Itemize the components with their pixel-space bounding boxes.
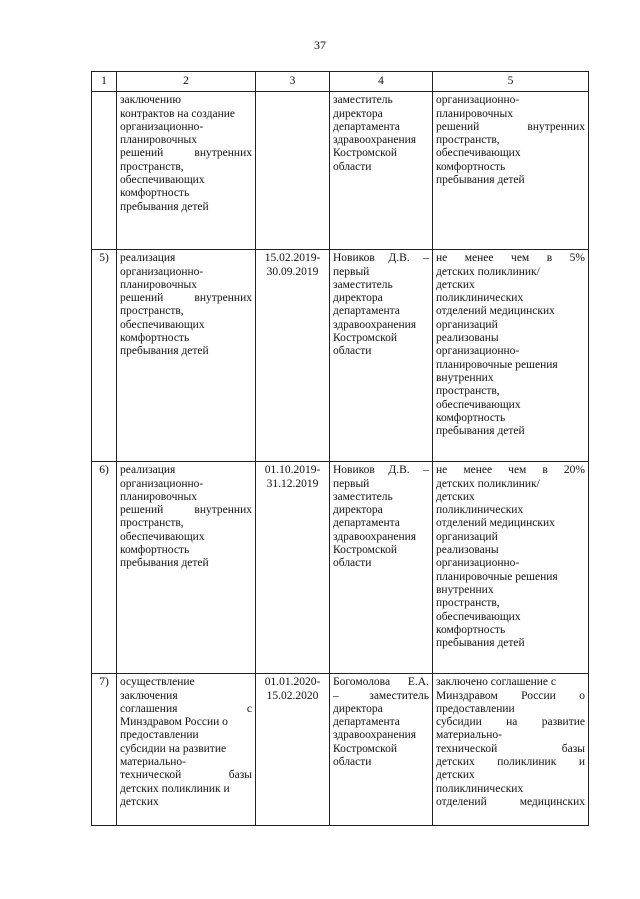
cell-text-line: Новиков Д.В. –	[333, 252, 429, 265]
cell-text-line: 31.12.2019	[266, 477, 319, 490]
cell-text-line: области	[333, 160, 372, 173]
cell-text-line: соглашения с	[120, 702, 252, 715]
cell-text-line: пребывания детей	[120, 557, 209, 570]
cell-text-line: комфортность	[120, 332, 190, 345]
responsible-cell	[330, 462, 433, 674]
row-number-cell: 5)	[92, 250, 117, 462]
cell-text-line: Минздравом России о	[436, 689, 585, 702]
activity-cell	[117, 92, 256, 250]
cell-text-line: реализация	[120, 252, 176, 265]
cell-text-line: пребывания детей	[436, 174, 525, 187]
cell-text-line: департамента	[333, 120, 400, 133]
cell-text-line: обеспечивающих	[120, 174, 205, 187]
cell-text-line: технической базы	[120, 769, 252, 782]
table-row	[92, 250, 589, 462]
activity-cell	[117, 250, 256, 462]
cell-text-line: реализованы	[436, 332, 499, 345]
dates-cell	[256, 92, 330, 250]
cell-text-line: решений внутренних	[436, 120, 585, 133]
cell-text-line: детских	[436, 769, 475, 782]
table-row	[92, 462, 589, 674]
cell-text-line: пребывания детей	[436, 637, 525, 650]
cell-text-line: пребывания детей	[120, 345, 209, 358]
cell-text-line: департамента	[333, 517, 400, 530]
cell-text-line: пространств,	[436, 134, 500, 147]
cell-text-line: осуществление	[120, 676, 195, 689]
responsible-cell	[330, 250, 433, 462]
cell-text-line: детских поликлиник/	[436, 477, 540, 490]
cell-text-line: заключено соглашение с	[436, 676, 556, 689]
cell-text-line: Костромской	[333, 147, 397, 160]
row-number-cell	[92, 92, 117, 250]
cell-text-line: предоставлении	[436, 702, 515, 715]
cell-text-line: организационно-	[120, 120, 204, 133]
cell-text-line: детских поликлиник/	[436, 265, 540, 278]
cell-text-line: обеспечивающих	[120, 530, 205, 543]
row-number-cell: 6)	[92, 462, 117, 674]
activity-cell	[117, 462, 256, 674]
cell-text-line: департамента	[333, 716, 400, 729]
column-header: 5	[433, 72, 589, 92]
dates-cell	[256, 674, 330, 826]
cell-text-line: детских поликлиник и	[120, 782, 230, 795]
cell-text-line: организационно-	[120, 265, 204, 278]
cell-text-line: 30.09.2019	[266, 265, 319, 278]
cell-text-line: решений внутренних	[120, 292, 252, 305]
cell-text-line: пребывания детей	[120, 200, 209, 213]
cell-text-line: организационно-	[436, 557, 520, 570]
cell-text-line: отделений медицинских	[436, 305, 555, 318]
cell-text-line: планировочных	[120, 278, 198, 291]
cell-text-line: области	[333, 557, 372, 570]
cell-text-line: детских	[436, 490, 475, 503]
column-header: 4	[330, 72, 433, 92]
cell-text-line: поликлинических	[436, 504, 524, 517]
plan-table	[91, 71, 589, 826]
cell-text-line: субсидии на развитие	[436, 716, 585, 729]
cell-text-line: пространств,	[436, 385, 500, 398]
cell-text-line: здравоохранения	[333, 729, 417, 742]
result-cell	[433, 250, 589, 462]
cell-text-line: заместитель	[333, 490, 393, 503]
responsible-cell	[330, 92, 433, 250]
activity-cell	[117, 674, 256, 826]
cell-text-line: предоставлении	[120, 729, 199, 742]
cell-text-line: комфортность	[120, 187, 190, 200]
cell-text-line: планировочных	[120, 134, 198, 147]
cell-text-line: планировочных	[436, 107, 514, 120]
cell-text-line: комфортность	[436, 160, 506, 173]
column-header: 3	[256, 72, 330, 92]
cell-text-line: области	[333, 345, 372, 358]
cell-text-line: пребывания детей	[436, 425, 525, 438]
cell-text-line: обеспечивающих	[436, 610, 521, 623]
table-row	[92, 92, 589, 250]
cell-text-line: детских	[120, 795, 159, 808]
cell-text-line: заключения	[120, 689, 178, 702]
cell-text-line: организационно-	[436, 345, 520, 358]
cell-text-line: 01.10.2019-	[264, 464, 321, 477]
result-cell	[433, 674, 589, 826]
cell-text-line: решений внутренних	[120, 147, 252, 160]
cell-text-line: отделений медицинских	[436, 517, 555, 530]
cell-text-line: внутренних	[436, 371, 494, 384]
cell-text-line: здравоохранения	[333, 530, 417, 543]
cell-text-line: – заместитель	[333, 689, 429, 702]
cell-text-line: Минздравом России о	[120, 716, 228, 729]
cell-text-line: директора	[333, 702, 383, 715]
cell-text-line: обеспечивающих	[120, 318, 205, 331]
cell-text-line: решений внутренних	[120, 504, 252, 517]
cell-text-line: 15.02.2019-	[264, 252, 321, 265]
cell-text-line: области	[333, 756, 372, 769]
cell-text-line: организационно-	[436, 94, 520, 107]
cell-text-line: комфортность	[120, 544, 190, 557]
cell-text-line: субсидии на развитие	[120, 742, 227, 755]
cell-text-line: планировочные решения	[436, 570, 558, 583]
cell-text-line: директора	[333, 504, 383, 517]
cell-text-line: технической базы	[436, 742, 585, 755]
cell-text-line: департамента	[333, 305, 400, 318]
cell-text-line: комфортность	[436, 411, 506, 424]
cell-text-line: планировочных	[120, 490, 198, 503]
cell-text-line: директора	[333, 292, 383, 305]
page-number: 37	[314, 38, 326, 52]
cell-text-line: отделений медицинских	[436, 795, 585, 808]
result-cell	[433, 92, 589, 250]
cell-text-line: заместитель	[333, 278, 393, 291]
cell-text-line: пространств,	[120, 305, 184, 318]
cell-text-line: внутренних	[436, 583, 494, 596]
cell-text-line: реализация	[120, 464, 176, 477]
cell-text-line: обеспечивающих	[436, 147, 521, 160]
cell-text-line: контрактов на создание	[120, 107, 235, 120]
cell-text-line: заключению	[120, 94, 181, 107]
cell-text-line: пространств,	[120, 517, 184, 530]
cell-text-line: не менее чем в 5%	[436, 252, 585, 265]
cell-text-line: Костромской	[333, 742, 397, 755]
cell-text-line: первый	[333, 477, 370, 490]
cell-text-line: не менее чем в 20%	[436, 464, 585, 477]
cell-text-line: 15.02.2020	[266, 689, 319, 702]
cell-text-line: детских	[436, 278, 475, 291]
dates-cell	[256, 462, 330, 674]
column-header: 2	[117, 72, 256, 92]
cell-text-line: организационно-	[120, 477, 204, 490]
cell-text-line: 01.01.2020-	[264, 676, 321, 689]
cell-text-line: заместитель	[333, 94, 393, 107]
result-cell	[433, 462, 589, 674]
cell-text-line: организаций	[436, 530, 498, 543]
header-row	[92, 72, 589, 92]
cell-text-line: поликлинических	[436, 292, 524, 305]
cell-text-line: директора	[333, 107, 383, 120]
cell-text-line: детских поликлиник и	[436, 756, 585, 769]
cell-text-line: здравоохранения	[333, 134, 417, 147]
dates-cell	[256, 250, 330, 462]
cell-text-line: реализованы	[436, 544, 499, 557]
cell-text-line: планировочные решения	[436, 358, 558, 371]
cell-text-line: Богомолова Е.А.	[333, 676, 429, 689]
cell-text-line: Костромской	[333, 332, 397, 345]
row-number-cell: 7)	[92, 674, 117, 826]
cell-text-line: обеспечивающих	[436, 398, 521, 411]
cell-text-line: комфортность	[436, 623, 506, 636]
cell-text-line: организаций	[436, 318, 498, 331]
cell-text-line: первый	[333, 265, 370, 278]
cell-text-line: материально-	[120, 756, 186, 769]
cell-text-line: поликлинических	[436, 782, 524, 795]
cell-text-line: Новиков Д.В. –	[333, 464, 429, 477]
cell-text-line: пространств,	[120, 160, 184, 173]
column-header: 1	[92, 72, 117, 92]
cell-text-line: Костромской	[333, 544, 397, 557]
responsible-cell	[330, 674, 433, 826]
cell-text-line: здравоохранения	[333, 318, 417, 331]
cell-text-line: пространств,	[436, 597, 500, 610]
table-row	[92, 674, 589, 826]
cell-text-line: материально-	[436, 729, 502, 742]
